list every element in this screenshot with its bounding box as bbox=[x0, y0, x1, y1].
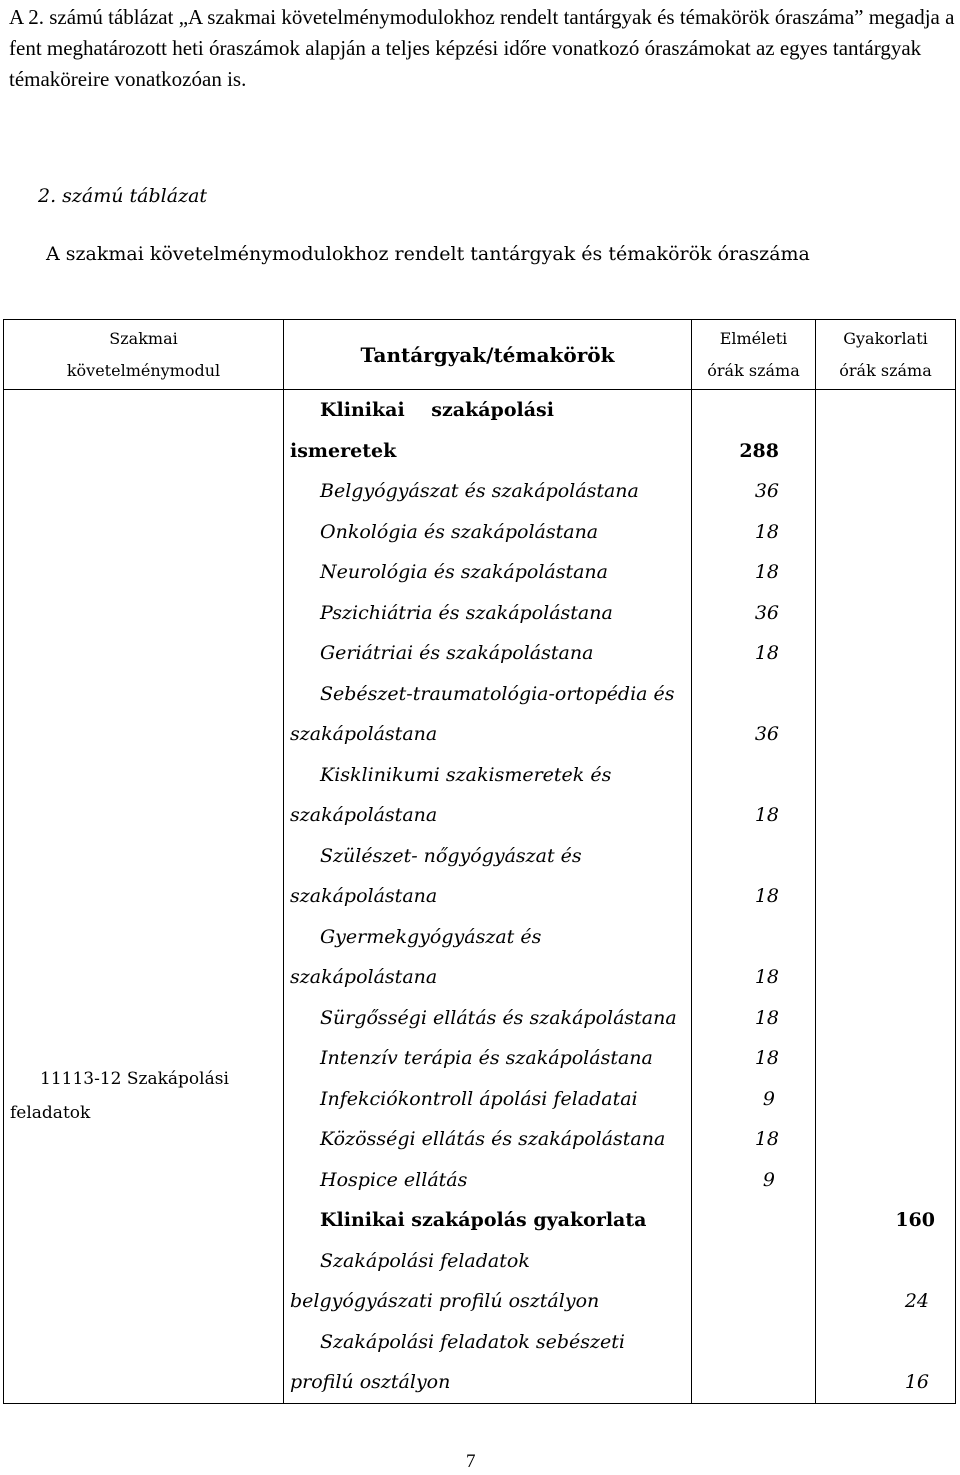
header-practice bbox=[816, 320, 956, 390]
module-name-line2: feladatok bbox=[10, 1103, 91, 1124]
topic-line: Hospice ellátás bbox=[320, 1168, 468, 1191]
header-module-line2: követelménymodul bbox=[66, 360, 221, 380]
table-body-row bbox=[4, 390, 956, 1404]
practice-blank bbox=[816, 876, 955, 917]
practice-blank bbox=[816, 917, 955, 958]
header-theory-line1: Elméleti bbox=[719, 328, 788, 348]
topic-line: profilú osztályon bbox=[290, 1371, 451, 1393]
practice-blank bbox=[816, 836, 955, 877]
topic-line: Belgyógyászat és szakápolástana bbox=[320, 480, 639, 502]
topic-line: szakápolástana bbox=[290, 966, 438, 988]
hours-table-wrapper bbox=[3, 319, 956, 1404]
theory-blank bbox=[692, 836, 815, 877]
practice-value bbox=[816, 1362, 955, 1403]
topic-line: szakápolástana bbox=[290, 804, 438, 826]
practice-value bbox=[816, 1281, 955, 1322]
header-theory bbox=[692, 320, 816, 390]
theory-value-text: 18 bbox=[754, 642, 779, 664]
topic-line: Szülészet- nőgyógyászat és bbox=[320, 844, 582, 867]
table-title: A szakmai követelménymodulokhoz rendelt tantárgyak és témakörök óraszáma bbox=[46, 243, 810, 265]
theory-blank bbox=[692, 755, 815, 796]
theory-value bbox=[692, 471, 815, 512]
theory-blank bbox=[692, 674, 815, 715]
topic-line: Gyermekgyógyászat és bbox=[320, 925, 542, 948]
topic-line: Intenzív terápia és szakápolástana bbox=[320, 1047, 653, 1069]
theory-hours-cell bbox=[692, 390, 816, 1404]
theory-value bbox=[692, 998, 815, 1039]
practice-blank bbox=[816, 633, 955, 674]
topic-line: szakápolástana bbox=[290, 885, 438, 907]
theory-value bbox=[692, 1038, 815, 1079]
practice-blank bbox=[816, 998, 955, 1039]
topic-line: Szakápolási feladatok bbox=[320, 1249, 530, 1272]
practice-value-text: 24 bbox=[904, 1290, 929, 1312]
practice-blank bbox=[816, 957, 955, 998]
practice-blank bbox=[816, 471, 955, 512]
topic-line: szakápolástana bbox=[290, 723, 438, 745]
header-module-line1: Szakmai bbox=[109, 328, 178, 348]
theory-value-text: 18 bbox=[754, 561, 779, 583]
topic-line: Onkológia és szakápolástana bbox=[320, 520, 599, 543]
practice-blank bbox=[816, 755, 955, 796]
practice-blank bbox=[816, 1322, 955, 1363]
practice-blank bbox=[816, 674, 955, 715]
theory-value-text: 36 bbox=[754, 480, 779, 502]
topics-cell bbox=[284, 390, 692, 1404]
topic-line: Közösségi ellátás és szakápolástana bbox=[320, 1128, 666, 1150]
theory-blank bbox=[692, 390, 815, 431]
topic-line: Szakápolási feladatok sebészeti bbox=[320, 1330, 625, 1353]
topic-line: Kisklinikumi szakismeretek és bbox=[320, 763, 612, 786]
practice-value-text: 160 bbox=[895, 1209, 935, 1231]
practice-hours-cell bbox=[816, 390, 956, 1404]
theory-value-text: 18 bbox=[754, 966, 779, 988]
practice-blank bbox=[816, 512, 955, 553]
theory-value-text: 36 bbox=[754, 601, 779, 624]
practice-blank bbox=[816, 390, 955, 431]
theory-value bbox=[692, 431, 815, 472]
header-module bbox=[4, 320, 284, 390]
topic-line: belgyógyászati profilú osztályon bbox=[290, 1290, 600, 1312]
theory-value bbox=[692, 1079, 815, 1120]
topic-line: Neurológia és szakápolástana bbox=[320, 561, 608, 583]
topic-line: Klinikai szakápolás gyakorlata bbox=[320, 1209, 647, 1231]
theory-value-text: 18 bbox=[754, 804, 779, 826]
theory-blank bbox=[692, 917, 815, 958]
practice-blank bbox=[816, 1079, 955, 1120]
header-practice-line1: Gyakorlati bbox=[843, 328, 928, 348]
theory-value bbox=[692, 957, 815, 998]
theory-value-text: 36 bbox=[754, 723, 779, 745]
topic-line: Sürgősségi ellátás és szakápolástana bbox=[320, 1006, 677, 1029]
theory-value-text: 18 bbox=[754, 1128, 779, 1150]
practice-blank bbox=[816, 795, 955, 836]
page-number: 7 bbox=[466, 1451, 476, 1472]
practice-value-text: 16 bbox=[904, 1371, 929, 1393]
intro-paragraph: A 2. számú táblázat „A szakmai követelménymodulokhoz rendelt tantárgyak és témakörök óraszáma” megadja a fent meghatározott heti óraszámok alapján a teljes képzési időre vonatkozó óraszámokat az egyes tantárgyak témaköreire vonatkozóan is. bbox=[9, 5, 955, 91]
theory-value bbox=[692, 714, 815, 755]
topic-line: Pszichiátria és szakápolástana bbox=[320, 601, 613, 624]
theory-value bbox=[692, 552, 815, 593]
theory-value-text: 18 bbox=[754, 520, 779, 543]
practice-blank bbox=[816, 1160, 955, 1201]
theory-value bbox=[692, 1160, 815, 1201]
topic-line: Klinikai szakápolási bbox=[320, 399, 554, 421]
theory-value bbox=[692, 795, 815, 836]
module-cell bbox=[4, 390, 284, 1404]
practice-blank bbox=[816, 1241, 955, 1282]
theory-value bbox=[692, 593, 815, 634]
practice-value bbox=[816, 1200, 955, 1241]
table-number-caption: 2. számú táblázat bbox=[38, 185, 208, 207]
theory-value bbox=[692, 512, 815, 553]
theory-value-text: 18 bbox=[754, 1006, 779, 1029]
theory-value-text: 18 bbox=[754, 1047, 779, 1069]
theory-value bbox=[692, 1119, 815, 1160]
topic-line: Infekciókontroll ápolási feladatai bbox=[320, 1087, 638, 1110]
topic-line: ismeretek bbox=[290, 439, 397, 462]
header-theory-line2: órák száma bbox=[707, 360, 800, 380]
theory-value-text: 9 bbox=[762, 1168, 775, 1191]
theory-value-text: 9 bbox=[762, 1087, 775, 1110]
practice-blank bbox=[816, 593, 955, 634]
practice-blank bbox=[816, 714, 955, 755]
theory-value-text: 18 bbox=[754, 885, 779, 907]
table-header-row bbox=[4, 320, 956, 390]
practice-blank bbox=[816, 1038, 955, 1079]
theory-value bbox=[692, 876, 815, 917]
practice-blank bbox=[816, 431, 955, 472]
header-practice-line2: órák száma bbox=[839, 360, 932, 380]
topic-line: Sebészet-traumatológia-ortopédia és bbox=[320, 682, 675, 705]
header-subjects: Tantárgyak/témakörök bbox=[284, 320, 692, 390]
topic-line: Geriátriai és szakápolástana bbox=[320, 642, 594, 664]
hours-table bbox=[3, 319, 956, 1404]
practice-blank bbox=[816, 1119, 955, 1160]
theory-value-text: 288 bbox=[739, 439, 779, 462]
practice-blank bbox=[816, 552, 955, 593]
theory-value bbox=[692, 633, 815, 674]
module-name-line1: 11113-12 Szakápolási bbox=[40, 1069, 229, 1090]
